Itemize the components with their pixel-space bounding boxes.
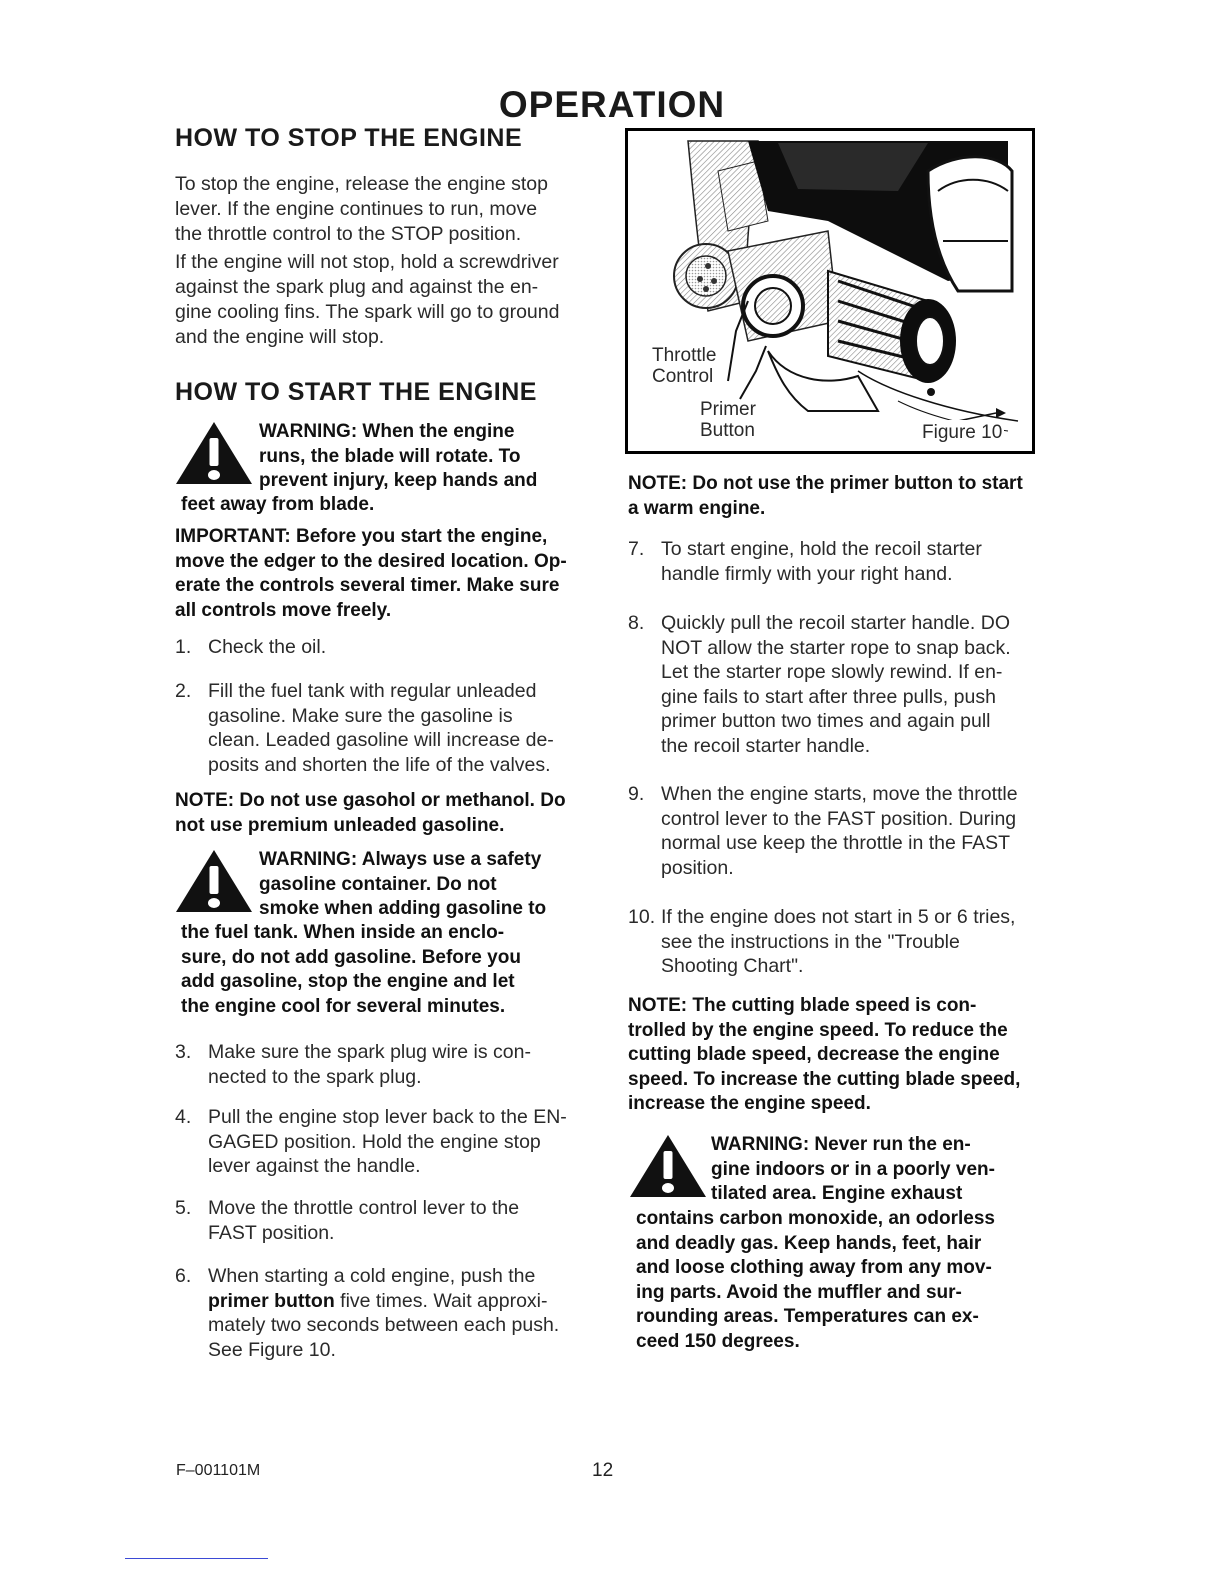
list-item [175, 1196, 595, 1246]
text-line: the fuel tank. When inside an enclo- [181, 922, 505, 943]
text-span: five times. Wait approxi- [334, 1289, 548, 1312]
text-line: primer button two times and again pull [661, 710, 991, 732]
text-line: ceed 150 degrees. [636, 1330, 800, 1352]
text-line: handle firmly with your right hand. [661, 562, 953, 585]
text-line: see the instructions in the "Trouble [661, 930, 960, 953]
text-line: gasoline container. Do not [259, 873, 497, 895]
text-line: and loose clothing away from any mov- [636, 1257, 992, 1278]
warning-triangle-icon [174, 848, 254, 914]
text-line: ing parts. Avoid the muffler and sur- [636, 1281, 962, 1303]
text-line: the throttle control to the STOP position. [175, 223, 522, 245]
step-number: 6. [175, 1265, 192, 1287]
list-item [175, 635, 595, 665]
text-line: If the engine will not stop, hold a screwdriver [175, 251, 559, 273]
text-line: erate the controls several timer. Make sure [175, 575, 560, 596]
text-line: a warm engine. [628, 497, 766, 519]
text-line: and deadly gas. Keep hands, feet, hair [636, 1232, 982, 1254]
text-line: Throttle [652, 345, 717, 366]
text-line: speed. To increase the cutting blade speed, [628, 1068, 1021, 1090]
throttle-control-label [652, 345, 716, 387]
text-line: To start engine, hold the recoil starter [661, 538, 982, 560]
step-number: 9. [628, 783, 645, 805]
text-line: NOTE: Do not use gasohol or methanol. Do [175, 790, 566, 811]
list-item [628, 782, 1048, 882]
text-line: nected to the spark plug. [208, 1065, 422, 1088]
text-line: gasoline. Make sure the gasoline is [208, 704, 513, 727]
note-primer [628, 472, 1048, 521]
note-gasohol [175, 789, 595, 838]
text-line: WARNING: Always use a safety [259, 849, 542, 870]
bottom-rule [125, 1558, 268, 1559]
text-line: rounding areas. Temperatures can ex- [636, 1306, 979, 1327]
list-item [175, 1105, 595, 1180]
text-line: prevent injury, keep hands and [259, 470, 538, 491]
list-item [628, 611, 1048, 761]
text-line: gine fails to start after three pulls, push [661, 685, 996, 708]
text-line: Quickly pull the recoil starter handle. DO [661, 612, 1010, 634]
text-line: gine cooling fins. The spark will go to ground [175, 301, 560, 323]
text-line: WARNING: When the engine [259, 421, 515, 442]
text-line: Pull the engine stop lever back to the EN- [208, 1106, 567, 1128]
text-line: and the engine will stop. [175, 326, 385, 348]
text-line: position. [661, 856, 734, 879]
text-line: clean. Leaded gasoline will increase de- [208, 729, 554, 751]
list-item [175, 1040, 595, 1090]
text-line: cutting blade speed, decrease the engine [628, 1044, 1000, 1065]
text-line: NOTE: The cutting blade speed is con- [628, 995, 977, 1016]
text-line: mately two seconds between each push. [208, 1314, 560, 1336]
text-line: IMPORTANT: Before you start the engine, [175, 526, 548, 547]
step-number: 10. [628, 906, 656, 928]
note-blade-speed [628, 994, 1048, 1117]
important-note [175, 525, 595, 623]
text-line: smoke when adding gasoline to [259, 898, 547, 919]
warning-gasoline [174, 848, 594, 1018]
text-line: gine indoors or in a poorly ven- [711, 1158, 995, 1180]
list-item [175, 1264, 595, 1364]
text-line: GAGED position. Hold the engine stop [208, 1130, 541, 1153]
text-line: against the spark plug and against the en- [175, 276, 539, 298]
text-line: add gasoline, stop the engine and let [181, 971, 515, 992]
text-line: When starting a cold engine, push the [208, 1265, 536, 1287]
warning-exhaust [628, 1133, 1048, 1353]
primer-button-label [700, 399, 756, 441]
text-line: If the engine does not start in 5 or 6 tries, [661, 906, 1016, 928]
text-line: normal use keep the throttle in the FAST [661, 832, 1011, 854]
warning-blade [174, 420, 594, 520]
text-line: Move the throttle control lever to the [208, 1197, 520, 1219]
text-line: Fill the fuel tank with regular unleaded [208, 680, 537, 702]
list-item [628, 537, 1048, 587]
page-number: 12 [592, 1460, 614, 1481]
step-number: 7. [628, 538, 645, 560]
text-line: Button [700, 420, 755, 441]
text-line: Control [652, 366, 714, 387]
warning-triangle-icon [174, 420, 254, 486]
text-line: Primer [700, 399, 756, 420]
text-line: the engine cool for several minutes. [181, 995, 506, 1017]
text-line: See Figure 10. [208, 1338, 336, 1361]
figure-10 [625, 128, 1035, 454]
text-line: trolled by the engine speed. To reduce the [628, 1019, 1008, 1041]
step-number: 1. [175, 636, 192, 658]
text-line: WARNING: Never run the en- [711, 1134, 971, 1155]
list-item [175, 679, 595, 779]
text-line: Let the starter rope slowly rewind. If en- [661, 661, 1003, 683]
start-engine-heading: HOW TO START THE ENGINE [175, 378, 537, 406]
text-line: not use premium unleaded gasoline. [175, 814, 505, 836]
text-line: tilated area. Engine exhaust [711, 1183, 963, 1204]
text-line: control lever to the FAST position. During [661, 807, 1017, 830]
page-title: OPERATION [498, 84, 726, 125]
step-number: 2. [175, 680, 192, 702]
step-number: 4. [175, 1106, 192, 1128]
engine-illustration [628, 131, 1032, 451]
list-item [628, 905, 1048, 980]
warning-triangle-icon [628, 1133, 708, 1199]
text-line: lever. If the engine continues to run, move [175, 198, 538, 220]
stop-engine-heading: HOW TO STOP THE ENGINE [175, 124, 523, 152]
text-line: runs, the blade will rotate. To [259, 445, 521, 467]
bold-term: primer button [208, 1289, 335, 1312]
step-number: 8. [628, 612, 645, 634]
text-line: the recoil starter handle. [661, 734, 871, 757]
text-line: Make sure the spark plug wire is con- [208, 1041, 531, 1063]
step-number: 3. [175, 1041, 192, 1063]
text-line: When the engine starts, move the throttle [661, 783, 1018, 805]
text-line: move the edger to the desired location. Op- [175, 550, 567, 572]
text-line: posits and shorten the life of the valves. [208, 753, 551, 776]
text-line: Shooting Chart". [661, 955, 804, 977]
text-line: lever against the handle. [208, 1155, 421, 1177]
text-line: Check the oil. [208, 636, 327, 658]
text-line: increase the engine speed. [628, 1093, 871, 1114]
document-code: F–001101M [176, 1462, 261, 1479]
text-line: sure, do not add gasoline. Before you [181, 946, 521, 968]
text-line: FAST position. [208, 1221, 335, 1244]
text-line: To stop the engine, release the engine stop [175, 173, 548, 195]
figure-caption: Figure 10 [922, 422, 1003, 443]
step-number: 5. [175, 1197, 192, 1219]
text-line [208, 1289, 598, 1314]
text-line: NOTE: Do not use the primer button to start [628, 473, 1023, 494]
stop-engine-para-2 [175, 250, 595, 350]
stop-engine-para-1 [175, 172, 595, 247]
text-line: all controls move freely. [175, 599, 392, 621]
text-line: contains carbon monoxide, an odorless [636, 1208, 995, 1229]
text-line: feet away from blade. [181, 494, 375, 515]
text-line: NOT allow the starter rope to snap back. [661, 636, 1011, 659]
